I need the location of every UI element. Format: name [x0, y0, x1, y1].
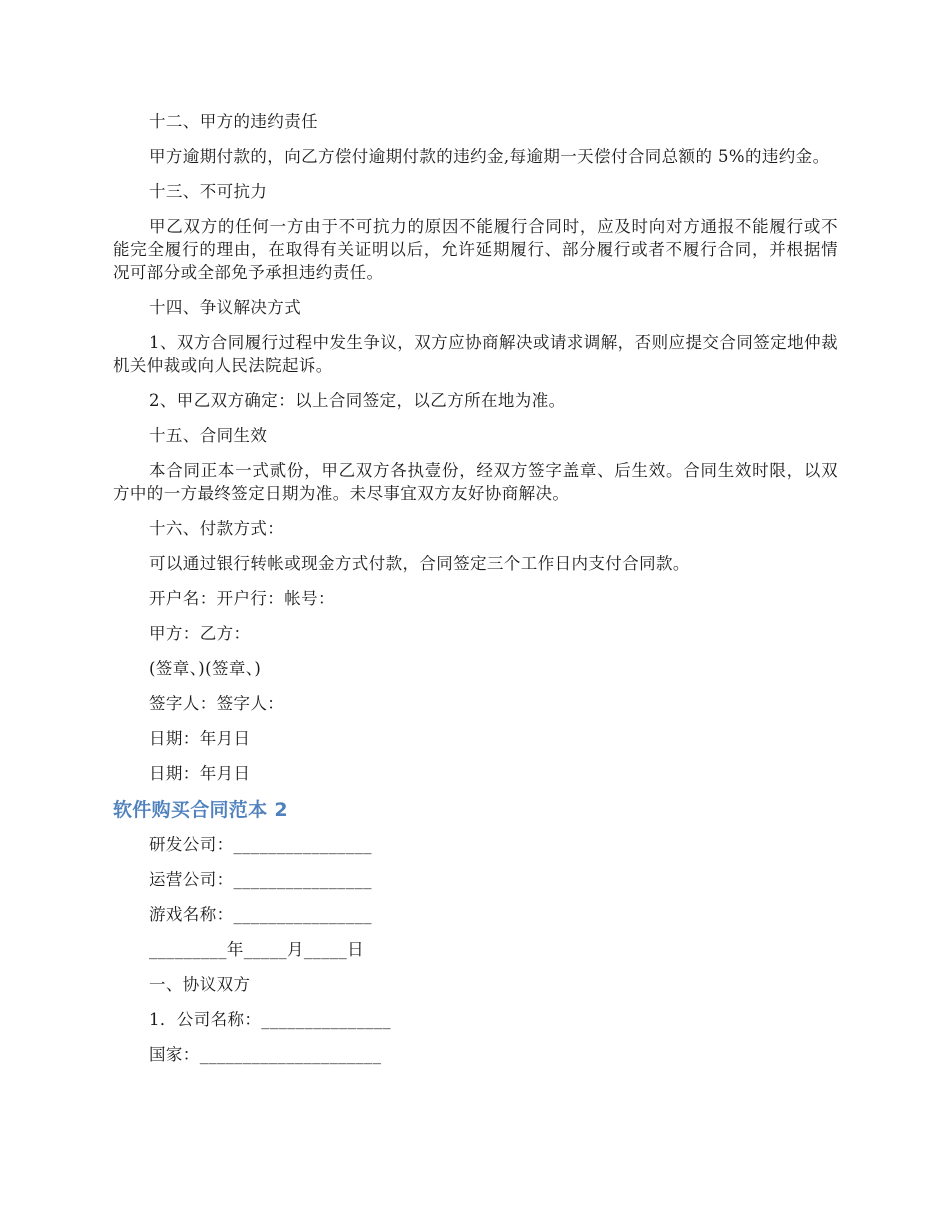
game-name-field: 游戏名称：________________ — [149, 905, 372, 924]
operator-company-field: 运营公司：________________ — [149, 870, 372, 889]
clause-text-16: 可以通过银行转帐或现金方式付款，合同签定三个工作日内支付合同款。 — [149, 554, 690, 573]
clause-heading-12: 十二、甲方的违约责任 — [149, 112, 318, 131]
clause-text-12: 甲方逾期付款的，向乙方偿付逾期付款的违约金,每逾期一天偿付合同总额的 5%的违约金。 — [149, 147, 830, 166]
document-body — [113, 110, 838, 1078]
clause-heading-13: 十三、不可抗力 — [149, 182, 268, 201]
clause-text-15: 本合同正本一式贰份，甲乙双方各执壹份，经双方签字盖章、后生效。合同生效时限，以双方中的一方最终签定日期为准。未尽事宜双方友好协商解决。 — [113, 461, 838, 503]
section-title: 软件购买合同范本 2 — [113, 799, 288, 821]
developer-company-field: 研发公司：________________ — [149, 835, 372, 854]
bank-account-line: 开户名：开户行：帐号： — [149, 589, 335, 608]
seal-line: (签章、)(签章、) — [149, 659, 262, 678]
clause-heading-16: 十六、付款方式： — [149, 519, 285, 538]
clause-heading-1: 一、协议双方 — [149, 975, 251, 994]
parties-line: 甲方：乙方： — [149, 624, 251, 643]
company-name-field: 1．公司名称：_______________ — [149, 1010, 392, 1029]
clause-text-14-2: 2、甲乙双方确定：以上合同签定，以乙方所在地为准。 — [149, 391, 566, 410]
clause-heading-14: 十四、争议解决方式 — [149, 298, 302, 317]
signatory-line: 签字人：签字人： — [149, 694, 285, 713]
clause-text-14-1: 1、双方合同履行过程中发生争议，双方应协商解决或请求调解，否则应提交合同签定地仲裁机关仲裁或向人民法院起诉。 — [113, 333, 838, 375]
date-line-1: 日期：年月日 — [149, 729, 251, 748]
clause-heading-15: 十五、合同生效 — [149, 426, 268, 445]
clause-text-13: 甲乙双方的任何一方由于不可抗力的原因不能履行合同时，应及时向对方通报不能履行或不能完全履行的理由，在取得有关证明以后，允许延期履行、部分履行或者不履行合同，并根据情况可部分或全部免予承担违约责任。 — [113, 217, 838, 282]
country-field: 国家：_____________________ — [149, 1045, 382, 1064]
contract-date-field: _________年_____月_____日 — [149, 940, 365, 959]
date-line-2: 日期：年月日 — [149, 764, 251, 783]
